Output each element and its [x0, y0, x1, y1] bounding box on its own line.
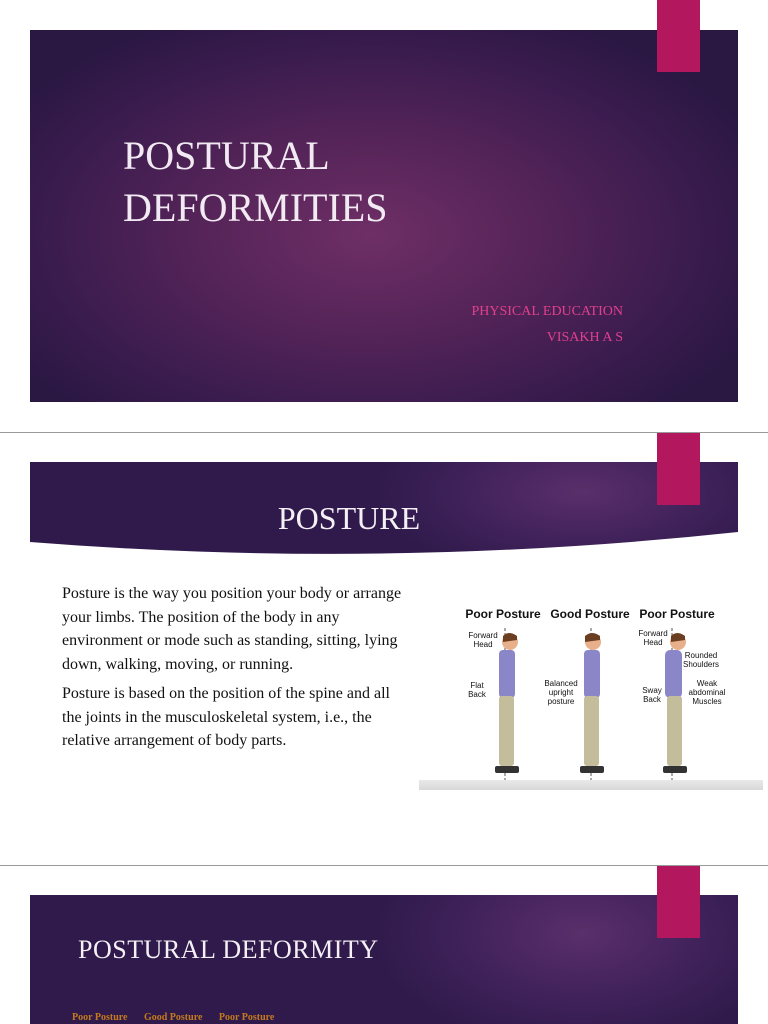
label-flat-back-a: Flat — [470, 681, 484, 690]
posture-figures — [419, 590, 763, 790]
label-balanced-a: Balanced — [544, 679, 578, 688]
label-balanced-b: upright — [548, 688, 574, 697]
accent-tab — [657, 866, 700, 938]
thumb-label-poor-2: Poor Posture — [218, 1012, 275, 1023]
slide-title-line-2: DEFORMITIES — [123, 185, 388, 230]
label-sway-b: Back — [643, 695, 661, 704]
figure-good — [580, 628, 604, 780]
posture-banner — [30, 462, 738, 562]
subtitle-course: PHYSICAL EDUCATION — [471, 304, 623, 319]
posture-body — [62, 582, 412, 759]
label-flat-back-b: Back — [468, 690, 486, 699]
posture-title: POSTURE — [277, 500, 421, 536]
thumb-label-poor-1: Poor Posture — [72, 1012, 128, 1023]
posture-paragraph-2: Posture is based on the position of the spine and all the joints in the musculoskeletal system, i.e., the relative arrangement of body parts. — [62, 685, 390, 749]
figure-poor-2 — [663, 628, 687, 780]
label-weak-b: abdominal — [688, 688, 726, 697]
banner-curve — [30, 522, 738, 562]
figure-poor-1 — [495, 628, 519, 780]
label-forward-head-1a: Forward — [468, 631, 498, 640]
heading-poor-left: Poor Posture — [465, 607, 541, 621]
posture-illustration — [419, 590, 763, 790]
label-rounded-a: Rounded — [684, 651, 718, 660]
deformity-title: POSTURAL DEFORMITY — [78, 935, 379, 964]
deformity-banner — [30, 895, 738, 1024]
posture-paragraph-1: Posture is the way you position your body or arrange your limbs. The position of the body in any environment or mode such as standing, sitting, lying down, walking, moving, or running. — [62, 585, 402, 673]
label-forward-head-1b: Head — [473, 640, 493, 649]
label-rounded-b: Shoulders — [682, 660, 720, 669]
slide-title-line-1: POSTURAL — [123, 133, 330, 178]
slide-divider — [0, 432, 768, 433]
subtitle-author: VISAKH A S — [546, 330, 623, 345]
thumbnail-labels — [72, 1012, 288, 1023]
label-forward-head-2b: Head — [643, 638, 663, 647]
floor-strip — [419, 780, 763, 790]
label-sway-a: Sway — [642, 686, 662, 695]
heading-poor-right: Poor Posture — [639, 607, 715, 621]
thumb-label-good: Good Posture — [143, 1012, 203, 1023]
label-weak-c: Muscles — [692, 697, 722, 706]
slide-divider — [0, 865, 768, 866]
slide-title — [123, 130, 387, 234]
label-weak-a: Weak — [696, 679, 718, 688]
label-balanced-c: posture — [547, 697, 575, 706]
title-slide — [30, 30, 738, 402]
label-forward-head-2a: Forward — [638, 629, 668, 638]
accent-tab — [657, 433, 700, 505]
heading-good: Good Posture — [550, 607, 630, 621]
accent-tab — [657, 0, 700, 72]
